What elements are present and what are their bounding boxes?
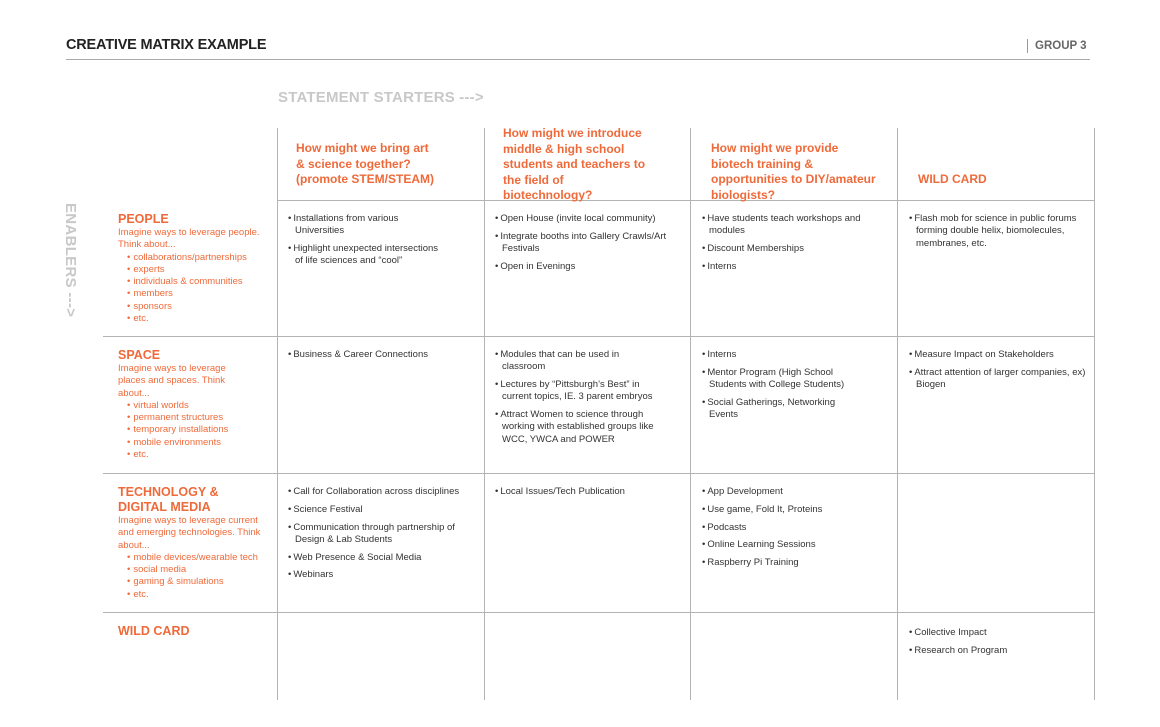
list-item: • Social Gatherings, Networking Events (702, 397, 852, 422)
grid-hline (278, 200, 1094, 201)
list-item: • Highlight unexpected intersections of life sciences and “cool” (288, 243, 448, 268)
matrix-cell-wild-wild-card (909, 627, 1089, 663)
matrix-cell-tech-students (495, 486, 675, 504)
list-item: • mobile environments (127, 437, 248, 449)
list-item: • Science Festival (288, 504, 468, 516)
column-header-wild-card: WILD CARD (918, 172, 987, 186)
list-item: • Have students teach workshops and modules (702, 213, 877, 238)
list-item: • Modules that can be used in classroom (495, 349, 665, 374)
row-prompt-list (118, 252, 273, 326)
grid-vline (897, 128, 898, 700)
row-title: TECHNOLOGY & DIGITAL MEDIA (118, 485, 219, 514)
matrix-cell-tech-diy (702, 486, 882, 575)
list-item: • Flash mob for science in public forums forming double helix, biomolecules, membranes, etc. (909, 213, 1089, 250)
matrix-cell-tech-art-science (288, 486, 468, 587)
list-item: • etc. (127, 589, 268, 601)
grid-vline (277, 128, 278, 700)
list-item: • Attract Women to science through working with established groups like WCC, YWCA and POWER (495, 409, 665, 446)
list-item: • Business & Career Connections (288, 349, 468, 361)
list-item: • Mentor Program (High School Students with College Students) (702, 367, 852, 392)
row-title: SPACE (118, 348, 161, 362)
enablers-label: ENABLERS ---> (62, 203, 79, 318)
list-item: • Lectures by “Pittsburgh’s Best” in current topics, IE. 3 parent embryos (495, 379, 665, 404)
list-item: • Call for Collaboration across disciplines (288, 486, 468, 498)
list-item: • Interns (702, 349, 852, 361)
matrix-cell-people-wild-card (909, 213, 1089, 255)
grid-hline (103, 612, 1094, 613)
column-header-diy-biologists: How might we provide biotech training & opportunities to DIY/amateur biologists? (711, 141, 876, 202)
row-header-space (118, 348, 248, 461)
row-title: PEOPLE (118, 212, 169, 226)
list-item: • gaming & simulations (127, 576, 268, 588)
list-item: • etc. (127, 313, 273, 325)
grid-vline (1094, 128, 1095, 700)
grid-hline (103, 473, 1094, 474)
list-item: • experts (127, 264, 273, 276)
list-item: • etc. (127, 449, 248, 461)
grid-vline (690, 128, 691, 700)
row-description: Imagine ways to leverage places and spaces. Think about... (118, 363, 226, 399)
list-item: • virtual worlds (127, 400, 248, 412)
list-item: • Research on Program (909, 645, 1089, 657)
list-item: • Open in Evenings (495, 261, 670, 273)
row-prompt-list (118, 552, 268, 601)
grid-hline (103, 336, 1094, 337)
column-header-art-science: How might we bring art & science together? (promote STEM/STEAM) (296, 141, 434, 186)
row-prompt-list (118, 400, 248, 461)
list-item: • Open House (invite local community) (495, 213, 670, 225)
list-item: • temporary installations (127, 424, 248, 436)
list-item: • mobile devices/wearable tech (127, 552, 268, 564)
list-item: • Attract attention of larger companies, ex) Biogen (909, 367, 1089, 392)
row-description: Imagine ways to leverage current and emerging technologies. Think about... (118, 515, 261, 551)
matrix-cell-people-students (495, 213, 670, 279)
column-header-students-biotech: How might we introduce middle & high school students and teachers to the field of biotechnology? (503, 126, 646, 202)
list-item: • collaborations/partnerships (127, 252, 273, 264)
list-item: • App Development (702, 486, 882, 498)
list-item: • Collective Impact (909, 627, 1089, 639)
list-item: • Communication through partnership of Design & Lab Students (288, 522, 468, 547)
list-item: • Use game, Fold It, Proteins (702, 504, 882, 516)
page-title: CREATIVE MATRIX EXAMPLE (66, 37, 267, 53)
grid-vline (484, 128, 485, 700)
list-item: • permanent structures (127, 412, 248, 424)
list-item: • Raspberry Pi Training (702, 557, 882, 569)
matrix-cell-people-diy (702, 213, 877, 279)
list-item: • Online Learning Sessions (702, 539, 882, 551)
matrix-cell-people-art-science (288, 213, 448, 273)
matrix-cell-space-diy (702, 349, 852, 427)
row-header-people (118, 212, 273, 325)
list-item: • Webinars (288, 569, 468, 581)
list-item: • Measure Impact on Stakeholders (909, 349, 1089, 361)
group-label: GROUP 3 (1027, 39, 1087, 53)
row-header-wild-card (118, 624, 268, 639)
list-item: • Interns (702, 261, 877, 273)
row-description: Imagine ways to leverage people. Think about... (118, 227, 260, 251)
list-item: • Local Issues/Tech Publication (495, 486, 675, 498)
list-item: • sponsors (127, 301, 273, 313)
list-item: • Discount Memberships (702, 243, 877, 255)
list-item: • social media (127, 564, 268, 576)
list-item: • Installations from various Universities (288, 213, 448, 238)
row-title: WILD CARD (118, 624, 190, 638)
statement-starters-label: STATEMENT STARTERS ---> (278, 89, 484, 106)
matrix-cell-space-students (495, 349, 665, 452)
header-divider (66, 59, 1090, 60)
list-item: • members (127, 288, 273, 300)
list-item: • individuals & communities (127, 276, 273, 288)
list-item: • Podcasts (702, 522, 882, 534)
list-item: • Integrate booths into Gallery Crawls/Art Festivals (495, 231, 670, 256)
matrix-cell-space-wild-card (909, 349, 1089, 397)
matrix-cell-space-art-science (288, 349, 468, 367)
row-header-technology (118, 485, 268, 601)
list-item: • Web Presence & Social Media (288, 552, 468, 564)
